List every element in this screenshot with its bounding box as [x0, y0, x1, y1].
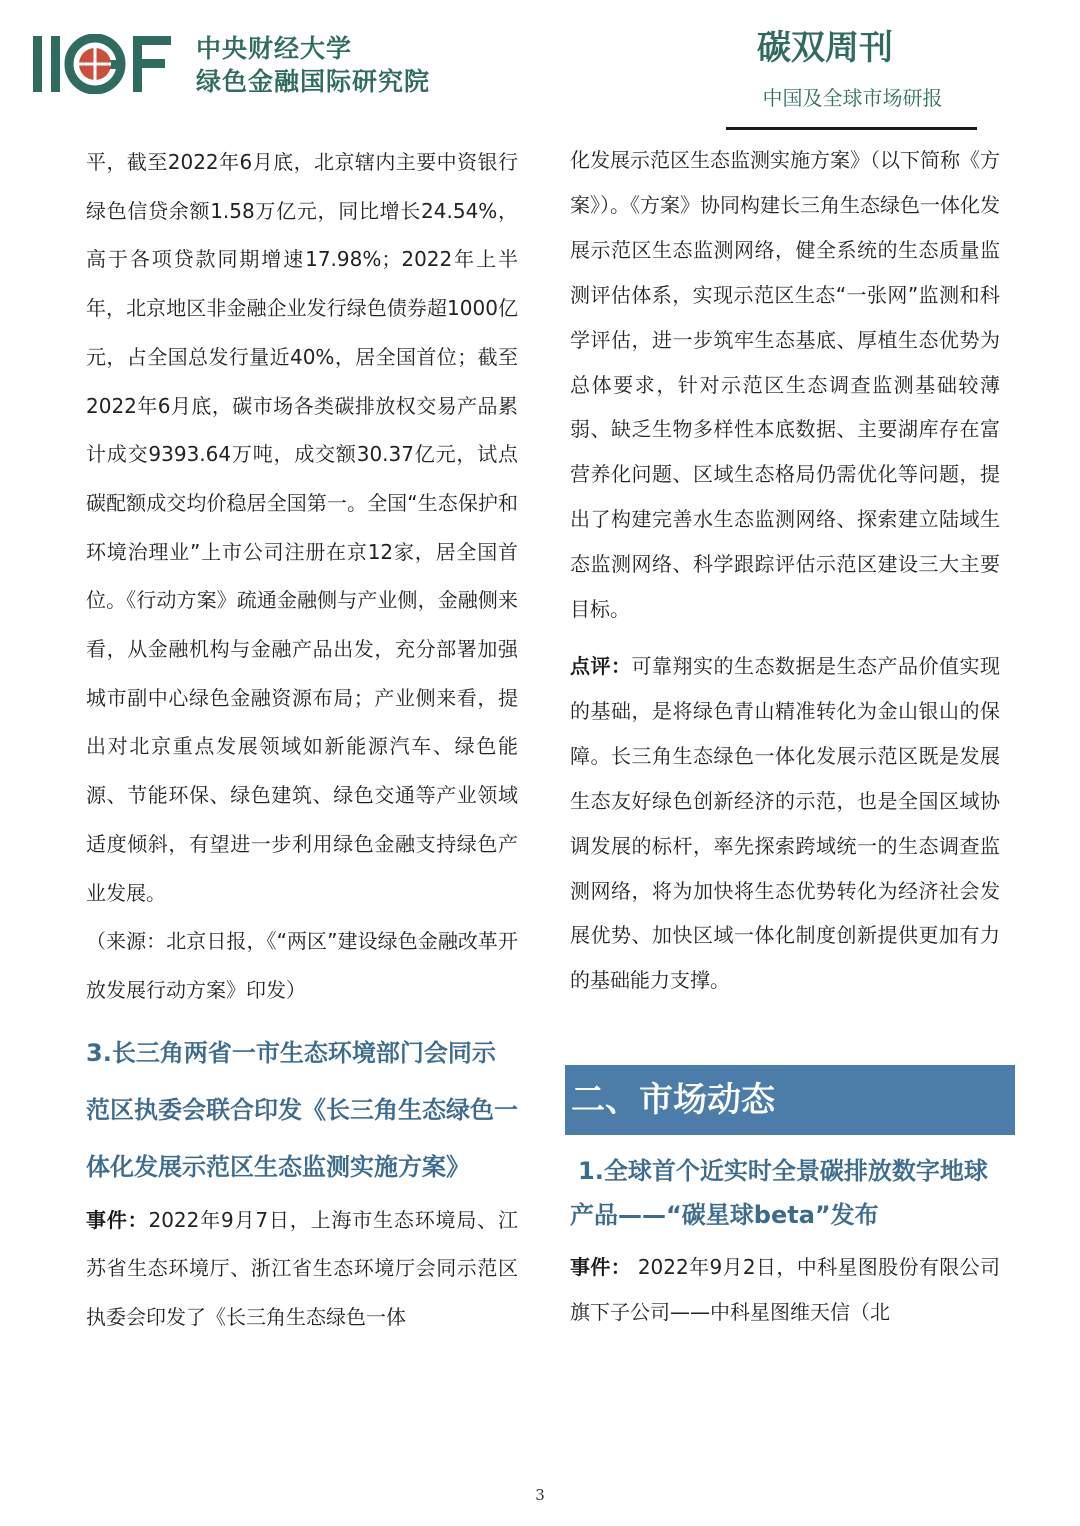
- comment-paragraph: [570, 644, 1000, 1003]
- publication-subtitle: 中国及全球市场研报: [762, 86, 943, 110]
- iigf-logo: [33, 34, 178, 94]
- right-column: [570, 138, 1000, 1335]
- news-heading-3: 3.长三角两省一市生态环境部门会同示范区执委会联合印发《长三角生态绿色一体化发展示范区生态监测实施方案》: [86, 1038, 518, 1181]
- news-heading-1: 1.全球首个近实时全景碳排放数字地球产品——“碳星球beta”发布: [570, 1157, 988, 1230]
- event-paragraph-right: [570, 1245, 1000, 1335]
- publication-title: 碳双周刊: [757, 28, 893, 68]
- source-citation: （来源：北京日报，《“两区”建设绿色金融改革开放发展行动方案》印发）: [86, 929, 518, 1002]
- body-paragraph-continued: 化发展示范区生态监测实施方案》（以下简称《方案》）。《方案》协同构建长三角生态绿色一体化发展示范区生态监测网络，健全系统的生态质量监测评估体系，实现示范区生态“一张网”监测和科学评估，进一步筑牢生态基底、厚植生态优势为总体要求，针对示范区生态调查监测基础较薄弱、缺乏生物多样性本底数据、主要湖库存在富营养化问题、区域生态格局仍需优化等问题，提出了构建完善水生态监测网络、探索建立陆域生态监测网络、科学跟踪评估示范区建设三大主要目标。: [570, 148, 1000, 622]
- body-paragraph: 平，截至2022年6月底，北京辖内主要中资银行绿色信贷余额1.58万亿元，同比增长24.54%，高于各项贷款同期增速17.98%；2022年上半年，北京地区非金融企业发行绿色债券超1000亿元，占全国总发行量近40%，居全国首位；截至2022年6月底，碳市场各类碳排放权交易产品累计成交9393.64万吨，成交额30.37亿元，试点碳配额成交均价稳居全国第一。全国“生态保护和环境治理业”上市公司注册在京12家，居全国首位。《行动方案》疏通金融侧与产业侧，金融侧来看，从金融机构与金融产品出发，充分部署加强城市副中心绿色金融资源布局；产业侧来看，提出对北京重点发展领域如新能源汽车、绿色能源、节能环保、绿色建筑、绿色交通等产业领域适度倾斜，有望进一步利用绿色金融支持绿色产业发展。: [86, 150, 518, 905]
- comment-label: 点评：: [570, 653, 632, 678]
- page-header: [0, 0, 1080, 135]
- institution-name: [196, 32, 430, 98]
- event-text: 2022年9月2日，中科星图股份有限公司旗下子公司——中科星图维天信（北: [570, 1255, 1000, 1325]
- page-number: 3: [535, 1486, 545, 1504]
- institution-line-2: 绿色金融国际研究院: [196, 67, 431, 96]
- section-title-bar: 二、市场动态: [565, 1065, 1015, 1135]
- event-label: 事件：: [86, 1207, 149, 1232]
- event-text: 2022年9月7日，上海市生态环境局、江苏省生态环境厅、浙江省生态环境厅会同示范区执委会印发了《长三角生态绿色一体: [86, 1207, 519, 1330]
- institution-line-1: 中央财经大学: [196, 34, 353, 63]
- comment-text: 可靠翔实的生态数据是生态产品价值实现的基础，是将绿色青山精准转化为金山银山的保障。长三角生态绿色一体化发展示范区既是发展生态友好绿色创新经济的示范，也是全国区域协调发展的标杆，率先探索跨域统一的生态调查监测网络，将为加快将生态优势转化为经济社会发展优势、加快区域一体化制度创新提供更加有力的基础能力支撑。: [570, 653, 1000, 993]
- event-label: 事件：: [570, 1255, 632, 1280]
- left-column: [86, 138, 518, 1342]
- header-divider: [726, 127, 977, 130]
- event-paragraph: [86, 1196, 518, 1342]
